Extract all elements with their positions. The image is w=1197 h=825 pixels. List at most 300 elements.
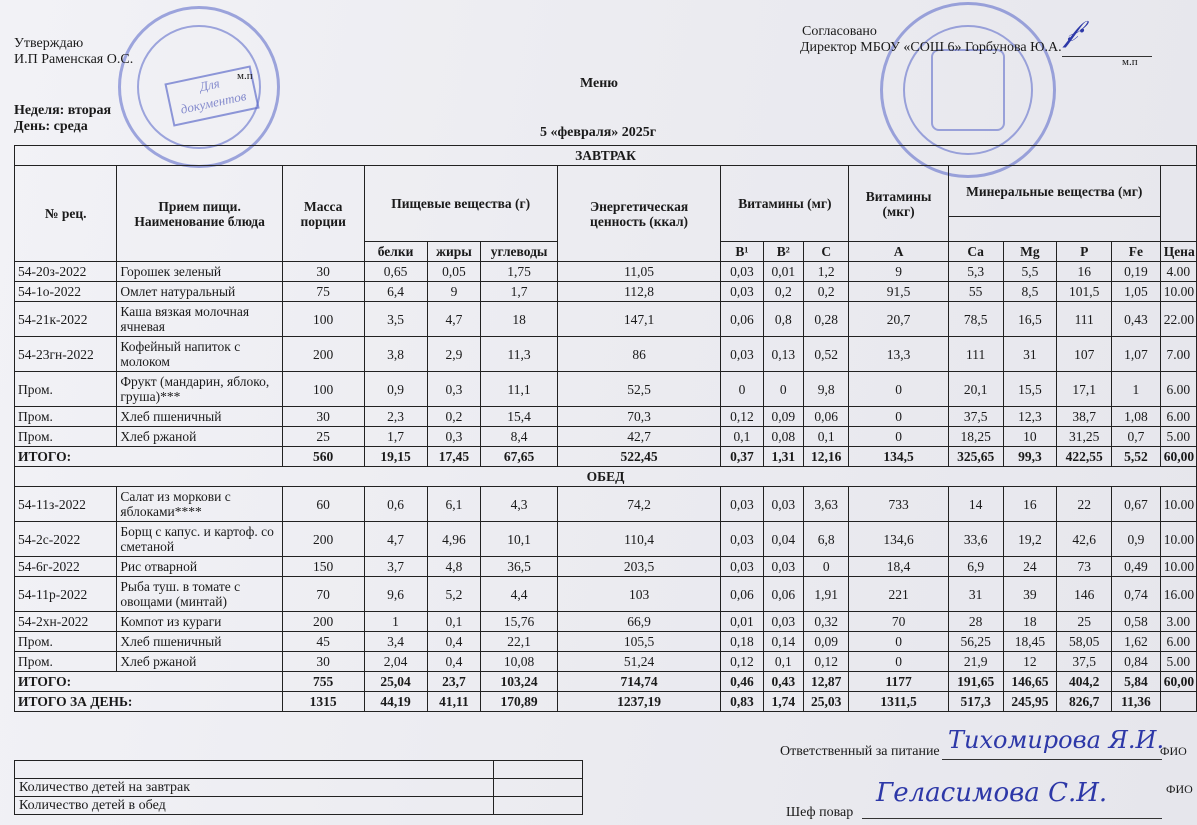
breakfast-total-cell: 12,16	[803, 447, 849, 467]
breakfast-row-cell: Омлет натуральный	[117, 282, 282, 302]
breakfast-row-cell: 25	[282, 427, 364, 447]
breakfast-row-cell: 6.00	[1160, 372, 1196, 407]
breakfast-row-cell: 22.00	[1160, 302, 1196, 337]
lunch-row-cell: 30	[282, 652, 364, 672]
lunch-row-cell: 0,03	[721, 557, 763, 577]
breakfast-row-cell: 12,3	[1003, 407, 1057, 427]
lunch-row-cell: 4,4	[481, 577, 558, 612]
lunch-row	[15, 522, 1197, 557]
lunch-row	[15, 632, 1197, 652]
lunch-total-row-cell: 714,74	[557, 672, 720, 692]
lunch-row-cell: 4,7	[364, 522, 427, 557]
col-b2: B²	[763, 242, 803, 262]
breakfast-total-cell: 67,65	[481, 447, 558, 467]
day-total-row-cell: 517,3	[948, 692, 1003, 712]
breakfast-row-cell: Хлеб ржаной	[117, 427, 282, 447]
lunch-row-cell: 0,1	[427, 612, 481, 632]
chef-signature: Геласимова С.И.	[876, 778, 1108, 808]
breakfast-row-cell: 0,2	[763, 282, 803, 302]
breakfast-row-cell: 54-1о-2022	[15, 282, 117, 302]
lunch-row-cell: 54-11р-2022	[15, 577, 117, 612]
breakfast-row-cell: 1,2	[803, 262, 849, 282]
lunch-row-cell: 10,1	[481, 522, 558, 557]
breakfast-row-cell: 13,3	[849, 337, 948, 372]
lunch-row	[15, 557, 1197, 577]
lunch-row-cell: 0,32	[803, 612, 849, 632]
breakfast-row	[15, 262, 1197, 282]
lunch-row-cell: 103	[557, 577, 720, 612]
lunch-row-cell: 24	[1003, 557, 1057, 577]
breakfast-row-cell: 4,7	[427, 302, 481, 337]
breakfast-row	[15, 372, 1197, 407]
breakfast-total-cell: 325,65	[948, 447, 1003, 467]
lunch-row-cell: 54-6г-2022	[15, 557, 117, 577]
breakfast-row-cell: 0,1	[803, 427, 849, 447]
lunch-total-row-cell: 5,84	[1112, 672, 1161, 692]
lunch-row-cell: Пром.	[15, 632, 117, 652]
lunch-row-cell: 0,4	[427, 632, 481, 652]
lunch-row-cell: 19,2	[1003, 522, 1057, 557]
lunch-row-cell: 1	[364, 612, 427, 632]
lunch-row-cell: 0,03	[721, 487, 763, 522]
col-carbs: углеводы	[481, 242, 558, 262]
day-total-row	[15, 692, 1197, 712]
breakfast-row-cell: 31	[1003, 337, 1057, 372]
col-fe: Fe	[1112, 242, 1161, 262]
breakfast-row-cell: 5,3	[948, 262, 1003, 282]
breakfast-total-cell: 422,55	[1057, 447, 1112, 467]
col-mg: Mg	[1003, 242, 1057, 262]
day-total-row-cell: 245,95	[1003, 692, 1057, 712]
col-b1: B¹	[721, 242, 763, 262]
lunch-row-cell: 0,18	[721, 632, 763, 652]
breakfast-row-cell: 31,25	[1057, 427, 1112, 447]
kids-lunch-label: Количество детей в обед	[15, 797, 494, 815]
lunch-row-cell: 134,6	[849, 522, 948, 557]
breakfast-row-cell: 30	[282, 262, 364, 282]
lunch-row-cell: Хлеб пшеничный	[117, 632, 282, 652]
breakfast-row-cell: 1,7	[364, 427, 427, 447]
breakfast-row-cell: 1	[1112, 372, 1161, 407]
lunch-total-row-cell: 23,7	[427, 672, 481, 692]
lunch-row-cell: Рыба туш. в томате с овощами (минтай)	[117, 577, 282, 612]
breakfast-row-cell: 0,7	[1112, 427, 1161, 447]
breakfast-row-cell: 0,13	[763, 337, 803, 372]
col-nutrients: Пищевые вещества (г)	[364, 166, 557, 242]
lunch-row-cell: 25	[1057, 612, 1112, 632]
lunch-row-cell: 0,74	[1112, 577, 1161, 612]
responsible-signature: Тихомирова Я.И.	[948, 726, 1165, 754]
stamp-for-documents: Для документов	[164, 65, 259, 126]
lunch-row	[15, 487, 1197, 522]
lunch-row-cell: 5,2	[427, 577, 481, 612]
day-total-row-cell: 25,03	[803, 692, 849, 712]
day-total-row-cell: 826,7	[1057, 692, 1112, 712]
lunch-row-cell: 110,4	[557, 522, 720, 557]
col-a: A	[849, 242, 948, 262]
lunch-row-cell: Рис отварной	[117, 557, 282, 577]
breakfast-total-cell: 60,00	[1160, 447, 1196, 467]
lunch-total-row-cell: 0,43	[763, 672, 803, 692]
lunch-row-cell: 0,4	[427, 652, 481, 672]
day-total-row-cell: 1315	[282, 692, 364, 712]
breakfast-row-cell: 200	[282, 337, 364, 372]
children-count-table	[14, 760, 583, 815]
breakfast-row-cell: 1,07	[1112, 337, 1161, 372]
lunch-row-cell: 0,84	[1112, 652, 1161, 672]
lunch-row-cell: 15,76	[481, 612, 558, 632]
lunch-total-row-cell: 191,65	[948, 672, 1003, 692]
breakfast-row-cell: 20,1	[948, 372, 1003, 407]
breakfast-row-cell: 4.00	[1160, 262, 1196, 282]
breakfast-row-cell: 1,7	[481, 282, 558, 302]
lunch-row-cell: 0,03	[763, 487, 803, 522]
breakfast-row-cell: Пром.	[15, 427, 117, 447]
lunch-row-cell: 10.00	[1160, 557, 1196, 577]
col-rec: № рец.	[15, 166, 117, 262]
lunch-row-cell: 0,6	[364, 487, 427, 522]
lunch-row-cell: 70	[282, 577, 364, 612]
lunch-row-cell: 12	[1003, 652, 1057, 672]
breakfast-row-cell: 0	[763, 372, 803, 407]
breakfast-row-cell: 52,5	[557, 372, 720, 407]
col-fats: жиры	[427, 242, 481, 262]
breakfast-row-cell: 11,05	[557, 262, 720, 282]
lunch-row-cell: 0,06	[763, 577, 803, 612]
breakfast-row-cell: 0,03	[721, 262, 763, 282]
lunch-row-cell: 0,67	[1112, 487, 1161, 522]
breakfast-total-cell: 560	[282, 447, 364, 467]
mp-left: м.п	[237, 70, 253, 82]
lunch-row-cell: 0,9	[1112, 522, 1161, 557]
lunch-row-cell: 4,96	[427, 522, 481, 557]
col-vit-mg: Витамины (мг)	[721, 166, 849, 242]
breakfast-row-cell: Каша вязкая молочная ячневая	[117, 302, 282, 337]
breakfast-row-cell: 0,09	[763, 407, 803, 427]
lunch-row-cell: 0,1	[763, 652, 803, 672]
lunch-total-row-label: ИТОГО:	[15, 672, 283, 692]
lunch-title: ОБЕД	[15, 467, 1197, 487]
breakfast-row-cell: Пром.	[15, 407, 117, 427]
day-total-row-cell: 0,83	[721, 692, 763, 712]
lunch-row-cell: 73	[1057, 557, 1112, 577]
breakfast-row-cell: 100	[282, 302, 364, 337]
breakfast-row-cell: 0,03	[721, 282, 763, 302]
breakfast-row	[15, 427, 1197, 447]
col-proteins: белки	[364, 242, 427, 262]
mp-right: м.п	[1122, 56, 1138, 68]
lunch-row-cell: 4,3	[481, 487, 558, 522]
breakfast-row	[15, 337, 1197, 372]
col-minerals: Минеральные вещества (мг)	[948, 166, 1160, 217]
approve-label: Утверждаю	[14, 36, 84, 51]
lunch-row-cell: 200	[282, 522, 364, 557]
lunch-row-cell: 0,03	[763, 612, 803, 632]
lunch-row-cell: 4,8	[427, 557, 481, 577]
lunch-total-row-cell: 103,24	[481, 672, 558, 692]
breakfast-row-cell: 6,4	[364, 282, 427, 302]
breakfast-row-cell: 1,75	[481, 262, 558, 282]
breakfast-row-cell: 0	[721, 372, 763, 407]
breakfast-row-cell: 0,19	[1112, 262, 1161, 282]
breakfast-row-cell: 101,5	[1057, 282, 1112, 302]
breakfast-row-cell: 15,5	[1003, 372, 1057, 407]
breakfast-row-cell: 42,7	[557, 427, 720, 447]
lunch-row-cell: 36,5	[481, 557, 558, 577]
breakfast-row-cell: Хлеб пшеничный	[117, 407, 282, 427]
kids-breakfast-value[interactable]	[494, 779, 583, 797]
day-total-row-cell: 1237,19	[557, 692, 720, 712]
breakfast-row-cell: 55	[948, 282, 1003, 302]
breakfast-total-cell: 99,3	[1003, 447, 1057, 467]
breakfast-row-cell: 147,1	[557, 302, 720, 337]
breakfast-row-cell: 0,2	[427, 407, 481, 427]
lunch-total-row-cell: 25,04	[364, 672, 427, 692]
lunch-row-cell: 66,9	[557, 612, 720, 632]
lunch-row-cell: 0,14	[763, 632, 803, 652]
kids-breakfast-label: Количество детей на завтрак	[15, 779, 494, 797]
day-total-row-cell: 1311,5	[849, 692, 948, 712]
breakfast-row-cell: 0,03	[721, 337, 763, 372]
lunch-total-row-cell: 1177	[849, 672, 948, 692]
approver-name: И.П Раменская О.С.	[14, 52, 134, 67]
lunch-row-cell: 54-11з-2022	[15, 487, 117, 522]
breakfast-row-cell: 11,1	[481, 372, 558, 407]
breakfast-row-cell: 107	[1057, 337, 1112, 372]
col-c: C	[803, 242, 849, 262]
breakfast-row-cell: 18,25	[948, 427, 1003, 447]
lunch-row-cell: 39	[1003, 577, 1057, 612]
lunch-row-cell: 0	[803, 557, 849, 577]
lunch-row-cell: 18,4	[849, 557, 948, 577]
lunch-row-cell: 56,25	[948, 632, 1003, 652]
breakfast-total-label: ИТОГО:	[15, 447, 283, 467]
breakfast-row-cell: 16	[1057, 262, 1112, 282]
breakfast-row-cell: 54-21к-2022	[15, 302, 117, 337]
lunch-row-cell: 5.00	[1160, 652, 1196, 672]
lunch-row-cell: 10.00	[1160, 487, 1196, 522]
breakfast-row-cell: 111	[948, 337, 1003, 372]
breakfast-total-cell: 1,31	[763, 447, 803, 467]
breakfast-row-cell: 9,8	[803, 372, 849, 407]
lunch-row-cell: Борщ с капус. и картоф. со сметаной	[117, 522, 282, 557]
responsible-label: Ответственный за питание	[780, 744, 940, 759]
breakfast-row-cell: 0,8	[763, 302, 803, 337]
lunch-total-row-cell: 755	[282, 672, 364, 692]
breakfast-row-cell: 0	[849, 407, 948, 427]
day-total-row-cell: 41,11	[427, 692, 481, 712]
lunch-row-cell: 6,9	[948, 557, 1003, 577]
day-total-row-cell: 11,36	[1112, 692, 1161, 712]
col-price: Цена	[1160, 242, 1196, 262]
breakfast-row-cell: 8,4	[481, 427, 558, 447]
breakfast-total-cell: 134,5	[849, 447, 948, 467]
breakfast-row-cell: 9	[849, 262, 948, 282]
lunch-row-cell: 6,1	[427, 487, 481, 522]
breakfast-row-cell: 0,65	[364, 262, 427, 282]
lunch-total-row-cell: 404,2	[1057, 672, 1112, 692]
breakfast-row-cell: Пром.	[15, 372, 117, 407]
lunch-row-cell: 0,06	[721, 577, 763, 612]
breakfast-total-cell: 17,45	[427, 447, 481, 467]
lunch-row-cell: 150	[282, 557, 364, 577]
breakfast-row-cell: 0,3	[427, 372, 481, 407]
breakfast-row-cell: 0,08	[763, 427, 803, 447]
lunch-row-cell: 200	[282, 612, 364, 632]
fio-1: ФИО	[1160, 744, 1187, 758]
lunch-row-cell: 16	[1003, 487, 1057, 522]
breakfast-row-cell: 1,05	[1112, 282, 1161, 302]
breakfast-total-row	[15, 447, 1197, 467]
lunch-row-cell: Компот из кураги	[117, 612, 282, 632]
lunch-row	[15, 577, 1197, 612]
breakfast-row-cell: 9	[427, 282, 481, 302]
lunch-total-row-cell: 60,00	[1160, 672, 1196, 692]
lunch-row-cell: 0,04	[763, 522, 803, 557]
breakfast-row-cell: 112,8	[557, 282, 720, 302]
lunch-row-cell: 3,63	[803, 487, 849, 522]
breakfast-row-cell: 86	[557, 337, 720, 372]
col-mass: Масса порции	[282, 166, 364, 262]
chef-label: Шеф повар	[786, 805, 854, 820]
lunch-row-cell: 22,1	[481, 632, 558, 652]
lunch-row-cell: 74,2	[557, 487, 720, 522]
lunch-row-cell: 10.00	[1160, 522, 1196, 557]
breakfast-row-cell: 0,28	[803, 302, 849, 337]
breakfast-row-cell: Фрукт (мандарин, яблоко, груша)***	[117, 372, 282, 407]
lunch-total-row-cell: 0,46	[721, 672, 763, 692]
breakfast-row-cell: 5.00	[1160, 427, 1196, 447]
breakfast-row-cell: 0,06	[721, 302, 763, 337]
breakfast-row-cell: Горошек зеленый	[117, 262, 282, 282]
lunch-row-cell: 54-2хн-2022	[15, 612, 117, 632]
lunch-row-cell: 1,62	[1112, 632, 1161, 652]
lunch-row-cell: 37,5	[1057, 652, 1112, 672]
breakfast-row-cell: 16,5	[1003, 302, 1057, 337]
breakfast-row-cell: 10	[1003, 427, 1057, 447]
breakfast-row-cell: 0,52	[803, 337, 849, 372]
breakfast-row-cell: 70,3	[557, 407, 720, 427]
col-ca: Ca	[948, 242, 1003, 262]
breakfast-row-cell: 0,06	[803, 407, 849, 427]
lunch-row-cell: 33,6	[948, 522, 1003, 557]
breakfast-row-cell: 78,5	[948, 302, 1003, 337]
breakfast-row	[15, 282, 1197, 302]
breakfast-row-cell: 75	[282, 282, 364, 302]
day-total-row-cell: 170,89	[481, 692, 558, 712]
lunch-row-cell: 0,03	[763, 557, 803, 577]
breakfast-total-cell: 5,52	[1112, 447, 1161, 467]
lunch-row-cell: 203,5	[557, 557, 720, 577]
lunch-row-cell: 10,08	[481, 652, 558, 672]
lunch-row-cell: 0,49	[1112, 557, 1161, 577]
breakfast-row-cell: 17,1	[1057, 372, 1112, 407]
lunch-row-cell: 18,45	[1003, 632, 1057, 652]
lunch-row-cell: 3.00	[1160, 612, 1196, 632]
breakfast-title: ЗАВТРАК	[15, 146, 1197, 166]
lunch-row-cell: 18	[1003, 612, 1057, 632]
breakfast-row-cell: 0	[849, 372, 948, 407]
lunch-row-cell: 1,91	[803, 577, 849, 612]
kids-lunch-value[interactable]	[494, 797, 583, 815]
breakfast-row-cell: 54-23гн-2022	[15, 337, 117, 372]
breakfast-row-cell: 0,3	[427, 427, 481, 447]
lunch-row-cell: 21,9	[948, 652, 1003, 672]
breakfast-row-cell: 30	[282, 407, 364, 427]
breakfast-total-cell: 522,45	[557, 447, 720, 467]
lunch-row-cell: 0,03	[721, 522, 763, 557]
breakfast-row-cell: 0,05	[427, 262, 481, 282]
lunch-total-row	[15, 672, 1197, 692]
lunch-row-cell: 0,58	[1112, 612, 1161, 632]
lunch-row	[15, 612, 1197, 632]
lunch-row-cell: 58,05	[1057, 632, 1112, 652]
director-signature-line	[1062, 56, 1152, 57]
lunch-row-cell: 70	[849, 612, 948, 632]
lunch-row-cell: 0	[849, 652, 948, 672]
lunch-row-cell: 0	[849, 632, 948, 652]
breakfast-row-cell: 0,1	[721, 427, 763, 447]
document-title: Меню	[580, 76, 619, 91]
breakfast-row-cell: 111	[1057, 302, 1112, 337]
lunch-row	[15, 652, 1197, 672]
col-energy: Энергетическая ценность (ккал)	[557, 166, 720, 262]
breakfast-row-cell: 10.00	[1160, 282, 1196, 302]
breakfast-row-cell: 15,4	[481, 407, 558, 427]
col-meal: Прием пищи. Наименование блюда	[117, 166, 282, 262]
lunch-total-row-cell: 146,65	[1003, 672, 1057, 692]
day-total-row-cell: 44,19	[364, 692, 427, 712]
agreed-label: Согласовано	[802, 24, 877, 39]
menu-table	[14, 145, 1197, 712]
lunch-row-cell: 54-2с-2022	[15, 522, 117, 557]
breakfast-row	[15, 407, 1197, 427]
lunch-row-cell: 28	[948, 612, 1003, 632]
day-label: День: среда	[14, 119, 88, 134]
lunch-row-cell: 0,01	[721, 612, 763, 632]
col-vit-mkg: Витамины (мкг)	[849, 166, 948, 242]
breakfast-row-cell: 3,8	[364, 337, 427, 372]
breakfast-row-cell: 2,9	[427, 337, 481, 372]
breakfast-row	[15, 302, 1197, 337]
breakfast-row-cell: 0	[849, 427, 948, 447]
director-name: Директор МБОУ «СОШ 6» Горбунова Ю.А.	[800, 40, 1062, 55]
lunch-row-cell: 6,8	[803, 522, 849, 557]
lunch-row-cell: 14	[948, 487, 1003, 522]
breakfast-row-cell: 20,7	[849, 302, 948, 337]
lunch-row-cell: 9,6	[364, 577, 427, 612]
col-p: P	[1057, 242, 1112, 262]
breakfast-row-cell: 3,5	[364, 302, 427, 337]
day-total-row-cell: 1,74	[763, 692, 803, 712]
breakfast-row-cell: 18	[481, 302, 558, 337]
breakfast-row-cell: 0,43	[1112, 302, 1161, 337]
lunch-row-cell: Хлеб ржаной	[117, 652, 282, 672]
breakfast-row-cell: 7.00	[1160, 337, 1196, 372]
lunch-row-cell: 51,24	[557, 652, 720, 672]
week-label: Неделя: вторая	[14, 103, 112, 118]
breakfast-row-cell: 1,08	[1112, 407, 1161, 427]
lunch-row-cell: 6.00	[1160, 632, 1196, 652]
breakfast-total-cell: 0,37	[721, 447, 763, 467]
lunch-row-cell: Салат из моркови с яблоками****	[117, 487, 282, 522]
breakfast-row-cell: 0,12	[721, 407, 763, 427]
breakfast-row-cell: 0,9	[364, 372, 427, 407]
lunch-row-cell: 3,7	[364, 557, 427, 577]
day-total-row-label: ИТОГО ЗА ДЕНЬ:	[15, 692, 283, 712]
breakfast-row-cell: 100	[282, 372, 364, 407]
lunch-row-cell: 42,6	[1057, 522, 1112, 557]
